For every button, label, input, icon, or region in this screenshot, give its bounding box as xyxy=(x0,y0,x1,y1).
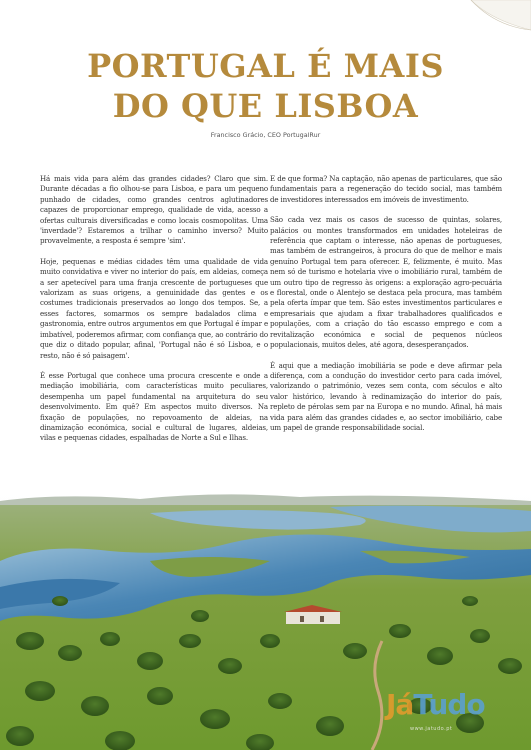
logo-part-2: Tudo xyxy=(413,688,485,721)
title-line-1: PORTUGAL É MAIS xyxy=(87,47,444,85)
paragraph: É esse Portugal que conhece uma procura crescente e onde a mediação imobiliária, com características muito peculiares, desempenha um papel fundamental na arquitetura do seu desenvolvimento. Em quê? Em aspectos muito diversos. Na fixação de populações, no repovoamento de aldeias, na dinamização económica, social e cultural de lugares, aldeias, vilas e pequenas cidades, espalhadas de Norte a Sul e Ilhas. xyxy=(40,370,268,443)
page-corner-decoration xyxy=(451,0,531,38)
paragraph: São cada vez mais os casos de sucesso de quintas, solares, palácios ou montes transformados em unidades hoteleiras de referência que captam o interesse, não apenas de portugueses, mas também de estrangeiros, à procura do que de melhor e mais genuíno Portugal tem para oferecer. E, felizmente, é muito. Mas nem só de turismo e hotelaria vive o imobiliário rural, também de um outro tipo de regresso às origens: a exploração agro-pecuária e florestal, onde o Alentejo se destaca pela procura, mas também pela oferta ímpar que tem. São estes investimentos particulares e empresariais que ajudam a fixar trabalhadores qualificados e populações, com a criação do tão escasso emprego e com a revitalização económica e social de pequenos núcleos populacionais, muitos deles, até agora, desesperançados. xyxy=(270,215,502,350)
title-line-2: DO QUE LISBOA xyxy=(112,87,419,125)
paragraph: Hoje, pequenas e médias cidades têm uma qualidade de vida muito convidativa e viver no interior do país, em aldeias, começa a ser apetecível para uma franja crescente de portugueses que valorizam as suas origens, a genuinidade das gentes e os costumes tradicionais preservados ao longo dos tempos. Se, a esses factores, somarmos os sempre badalados clima e gastronomia, entre outros argumentos em que Portugal é ímpar e imbatível, poderemos afirmar, com confiança que, ao contrário do que diz o ditado popular, afinal, 'Portugal não é só Lisboa, e o resto, não é só paisagem'. xyxy=(40,256,268,360)
article-byline: Francisco Grácio, CEO PortugalRur xyxy=(210,131,321,139)
paragraph: É aqui que a mediação imobiliária se pode e deve afirmar pela diferença, com a condução do investidor certo para cada imóvel, valorizando o património, vezes sem conta, com séculos e alto valor histórico, levando à redinamização do interior do país, repleto de pérolas sem par na Europa e no mundo. Afinal, há mais vida para além das grandes cidades e, ao sector imobiliário, cabe um papel de grande responsabilidade social. xyxy=(270,360,502,432)
right-text-column xyxy=(270,174,502,443)
logo-website: www.jatudo.pt xyxy=(410,726,453,732)
paragraph: Há mais vida para além das grandes cidades? Claro que sim. Durante décadas a fio olhou-se para Lisboa, e para um pequeno punhado de cidades, como grandes centros aglutinadores capazes de proporcionar emprego, qualidade de vida, acesso a ofertas culturais diversificadas e como locais cosmopolitas. Uma 'inverdade'? Estaremos a trilhar o caminho inverso? Muito provavelmente, a resposta é sempre 'sim'. xyxy=(40,174,268,246)
left-text-column xyxy=(40,174,268,454)
article-title xyxy=(0,46,531,126)
jatudo-logo xyxy=(386,690,485,720)
paragraph: E de que forma? Na captação, não apenas de particulares, que são fundamentais para a regeneração do tecido social, mas também de investidores interessados em imóveis de investimento. xyxy=(270,174,502,204)
logo-part-1: Já xyxy=(386,688,414,721)
